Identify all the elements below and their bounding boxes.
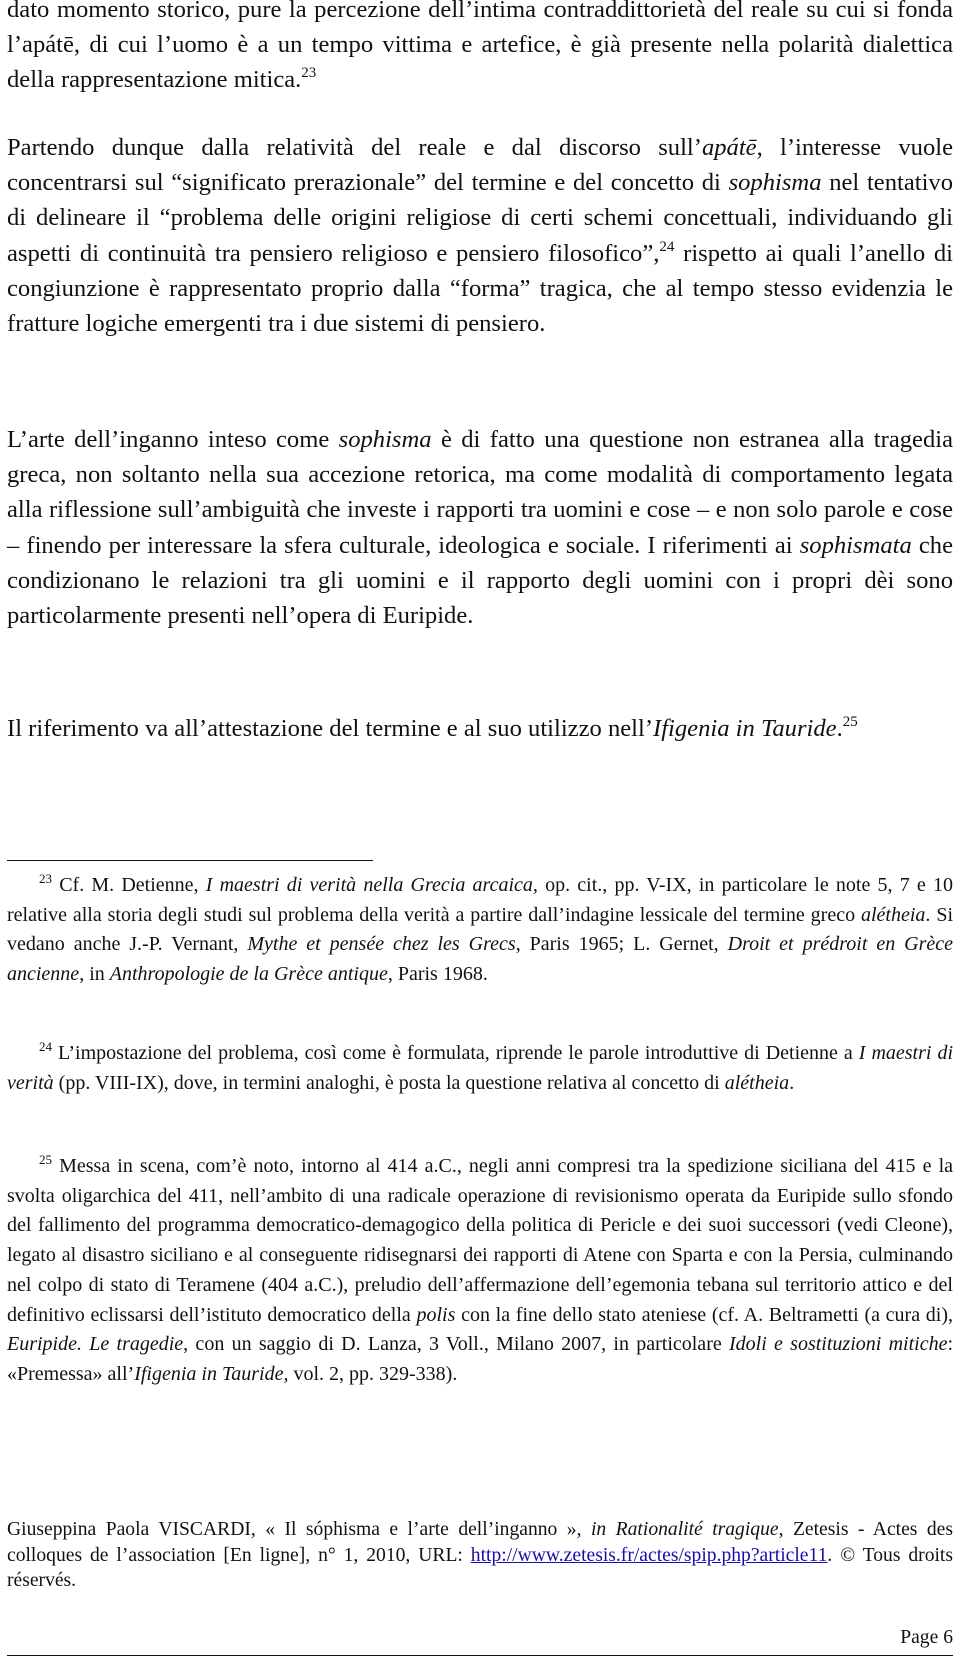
page-bottom-rule — [7, 1655, 953, 1656]
footnote-23: $^{23}$ Cf. M. Detienne, I maestri di verità nella Grecia arcaica, op. cit., pp. V-IX, in particolare le note 5, 7 e 10 relative alla storia degli studi sul problema della verità a partire dall’indagine lessicale del termine greco alétheia. Si vedano anche J.-P. Vernant, Mythe et pensée chez les Grecs, Paris 1965; L. Gernet, Droit et prédroit en Grèce ancienne, in Anthropologie de la Grèce antique, Paris 1968. — [7, 871, 954, 986]
footnote-number: 24 — [39, 1039, 52, 1054]
page-number: Page 6 — [900, 1627, 953, 1648]
footnote-ref-25[interactable]: 25 — [842, 714, 858, 730]
citation-footer — [7, 1517, 953, 1594]
footnote-number: 23 — [39, 871, 52, 886]
paragraph-3: Il riferimento va all’attestazione del termine e al suo utilizzo nell’Ifigenia in Tauride.$^{25}$ — [7, 714, 858, 742]
footnote-separator — [7, 860, 373, 861]
footnote-ref-23[interactable]: 23 — [301, 65, 317, 82]
footnote-number: 25 — [39, 1152, 52, 1167]
footnote-ref-24[interactable]: 24 — [659, 238, 675, 255]
footnote-24: $^{24}$ L’impostazione del problema, così come è formulata, riprende le parole introduttive di Detienne a I maestri di verità (pp. VIII-IX), dove, in termini analoghi, è posta la questione relativa al concetto di alétheia. — [7, 1039, 953, 1094]
paragraph-2: L’arte dell’inganno inteso come sophisma è di fatto una questione non estranea alla tragedia greca, non soltanto nella sua accezione retorica, ma come modalità di comportamento legata alla riflessione sull’ambiguità che investe i rapporti tra uomini e cose – e non solo parole e cose – finendo per interessare la sfera culturale, ideologica e sociale. I riferimenti ai sophismata che condizionano le relazioni tra gli uomini e il rapporto degli uomini con i propri dèi sono particolarmente presenti nell’opera di Euripide. — [7, 426, 953, 630]
paragraph-intro: dato momento storico, pure la percezione dell’intima contraddittorietà del reale su cui si fonda l’apátē, di cui l’uomo è a un tempo vittima e artefice, è già presente nella polarità dialettica della rappresentazione mitica.$^{23}$ — [7, 0, 953, 94]
citation-text: Giuseppina Paola VISCARDI, « Il sóphisma e l’arte dell’inganno », in Rationalité tragique, Zetesis - Actes des colloques de l’association [En ligne], n° 1, 2010, URL: http://www.zetesis.fr/actes/spip.php?article11. © Tous droits réservés. — [7, 1519, 954, 1591]
footnote-25: $^{25}$ Messa in scena, com’è noto, intorno al 414 a.C., negli anni compresi tra la spedizione siciliana del 415 e la svolta oligarchica del 411, nell’ambito di una radicale operazione di revisionismo operata da Euripide sullo sfondo del fallimento del programma democratico-demagogico della politica di Pericle e dei suoi successori (vedi Cleone), legato al disastro siciliano e al conseguente ridisegnarsi dei rapporti di Atene con Sparta e con la Persia, culminando nel colpo di stato di Teramene (404 a.C.), preludio dell’affermazione dell’egemonia tebana sul territorio attico e del definitivo eclissarsi dell’istituto democratico della polis con la fine dello stato ateniese (cf. A. Beltrametti (a cura di), Euripide. Le tragedie, con un saggio di D. Lanza, 3 Voll., Milano 2007, in particolare Idoli e sostituzioni mitiche: «Premessa» all’Ifigenia in Tauride, vol. 2, pp. 329-338). — [7, 1152, 954, 1385]
paragraph-1: Partendo dunque dalla relatività del reale e dal discorso sull’apátē, l’interesse vuole concentrarsi sul “significato prerazionale” del termine e del concetto di sophisma nel tentativo di delineare il “problema delle origini religiose di certi schemi concettuali, individuando gli aspetti di continuità tra pensiero religioso e pensiero filosofico”,$^{24}$ rispetto ai quali l’anello di congiunzione è rappresentato proprio dalla “forma” tragica, che al tempo stesso evidenzia le fratture logiche emergenti tra i due sistemi di pensiero. — [7, 134, 953, 338]
article-url-link[interactable]: http://www.zetesis.fr/actes/spip.php?article11 — [470, 1544, 828, 1566]
